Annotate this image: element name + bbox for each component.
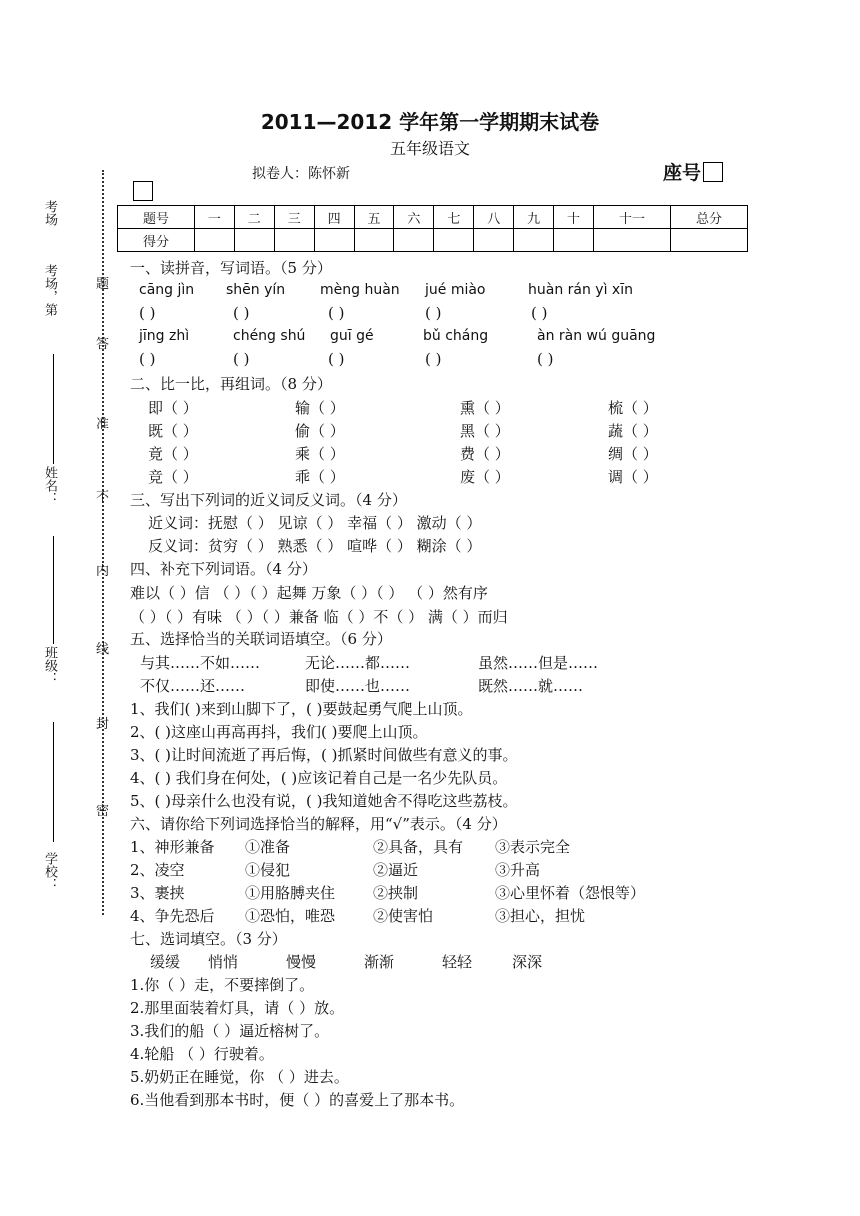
fill-sentence[interactable]: 5.奶奶正在睡觉，你 （ ）进去。 — [130, 1068, 349, 1086]
word-term: 2、凌空 — [130, 861, 185, 879]
seal-char: 准 — [96, 417, 110, 432]
score-cell[interactable] — [354, 229, 394, 252]
score-cell[interactable] — [514, 229, 554, 252]
seat-label: 座号 — [663, 162, 702, 184]
conjunction-option: 即使……也…… — [305, 677, 411, 695]
side-kaochang-no: 考场，第 — [42, 264, 57, 316]
score-header-cell: 二 — [234, 206, 274, 229]
meaning-option[interactable]: ①用胳膊夹住 — [245, 884, 336, 902]
answer-bracket[interactable]: ( ) — [233, 304, 250, 322]
school-blank-line — [53, 722, 54, 842]
answer-bracket[interactable]: ( ) — [425, 350, 442, 368]
meaning-option[interactable]: ②具备，具有 — [373, 838, 464, 856]
pinyin: jué miào — [425, 282, 486, 298]
meaning-option[interactable]: ③升高 — [495, 861, 541, 879]
meaning-option[interactable]: ③担心，担忧 — [495, 907, 586, 925]
score-cell[interactable] — [594, 229, 671, 252]
fill-sentence[interactable]: 3.我们的船（ ）逼近榕树了。 — [130, 1022, 330, 1040]
word-choice: 渐渐 — [364, 953, 395, 971]
compare-item[interactable]: 调（ ） — [608, 468, 658, 486]
meaning-option[interactable]: ③心里怀着（怨恨等） — [495, 884, 646, 902]
meaning-option[interactable]: ①侵犯 — [245, 861, 291, 879]
s1-heading: 一、读拼音，写词语。（5 分） — [130, 259, 332, 277]
word-term: 4、争先恐后 — [130, 907, 215, 925]
score-cell[interactable] — [314, 229, 354, 252]
score-header-cell: 题号 — [118, 206, 195, 229]
class-blank-line — [53, 536, 54, 644]
s2-heading: 二、比一比，再组词。（8 分） — [130, 375, 332, 393]
pinyin: guī gé — [330, 328, 374, 344]
pinyin: jīng zhì — [139, 328, 190, 344]
pinyin: huàn rán yì xīn — [528, 282, 633, 298]
seal-char: 题 — [96, 277, 110, 292]
score-table — [117, 205, 748, 252]
seal-char: 不 — [96, 490, 110, 505]
meaning-option[interactable]: ②使害怕 — [373, 907, 434, 925]
seal-char: 答 — [96, 337, 110, 352]
seat-number — [663, 158, 723, 185]
conjunction-option: 无论……都…… — [305, 654, 411, 672]
answer-bracket[interactable]: ( ) — [233, 350, 250, 368]
fill-sentence[interactable]: 4、( ) 我们身在何处，( )应该记着自己是一名少先队员。 — [130, 769, 508, 787]
compare-item[interactable]: 既（ ） — [148, 422, 198, 440]
s3-heading: 三、写出下列词的近义词反义词。（4 分） — [130, 491, 407, 509]
conjunction-option: 既然……就…… — [478, 677, 584, 695]
score-cell[interactable] — [474, 229, 514, 252]
compare-item[interactable]: 绸（ ） — [608, 445, 658, 463]
score-header-cell: 一 — [194, 206, 234, 229]
corner-box[interactable] — [133, 181, 153, 201]
score-cell[interactable] — [434, 229, 474, 252]
pinyin: chéng shú — [233, 328, 306, 344]
word-choice: 慢慢 — [286, 953, 317, 971]
score-header-cell: 四 — [314, 206, 354, 229]
score-header-row — [118, 206, 748, 229]
compare-item[interactable]: 乘（ ） — [295, 445, 345, 463]
score-cell[interactable] — [670, 229, 747, 252]
compare-item[interactable]: 偷（ ） — [295, 422, 345, 440]
word-term: 3、裹挟 — [130, 884, 185, 902]
answer-bracket[interactable]: ( ) — [328, 304, 345, 322]
side-name: 姓名： — [42, 466, 57, 505]
compare-item[interactable]: 蔬（ ） — [608, 422, 658, 440]
fill-sentence[interactable]: 1.你（ ）走，不要摔倒了。 — [130, 976, 315, 994]
pinyin: mèng huàn — [320, 282, 400, 298]
word-choice: 轻轻 — [442, 953, 473, 971]
idiom-line[interactable]: （ ）（ ）有味 （ ）（ ）兼备 临（ ）不（ ） 满（ ）而归 — [130, 608, 508, 626]
seal-char: 线 — [96, 642, 110, 657]
fill-sentence[interactable]: 6.当他看到那本书时，便（ ）的喜爱上了那本书。 — [130, 1091, 465, 1109]
score-cell[interactable] — [394, 229, 434, 252]
pinyin: cāng jìn — [139, 282, 195, 298]
pinyin: àn ràn wú guāng — [537, 328, 656, 344]
meaning-option[interactable]: ②挟制 — [373, 884, 419, 902]
score-header-cell: 七 — [434, 206, 474, 229]
compare-item[interactable]: 乖（ ） — [295, 468, 345, 486]
fill-sentence[interactable]: 3、( )让时间流逝了再后悔，( )抓紧时间做些有意义的事。 — [130, 746, 518, 764]
score-header-cell: 十一 — [594, 206, 671, 229]
meaning-option[interactable]: ①恐怕，唯恐 — [245, 907, 336, 925]
conjunction-option: 与其……不如…… — [140, 654, 261, 672]
compare-item[interactable]: 竞（ ） — [148, 468, 198, 486]
score-header-cell: 五 — [354, 206, 394, 229]
compare-item[interactable]: 输（ ） — [295, 399, 345, 417]
s6-heading: 六、请你给下列词选择恰当的解释，用“√”表示。（4 分） — [130, 815, 507, 833]
score-header-cell: 十 — [554, 206, 594, 229]
idiom-line[interactable]: 难以（ ）信 （ ）（ ）起舞 万象（ ）（ ） （ ）然有序 — [130, 584, 488, 602]
compare-item[interactable]: 黑（ ） — [460, 422, 510, 440]
antonym-line[interactable]: 反义词：贫穷（ ） 熟悉（ ） 喧哗（ ） 糊涂（ ） — [148, 537, 482, 555]
synonym-line[interactable]: 近义词：抚慰（ ） 见谅（ ） 幸福（ ） 激动（ ） — [148, 514, 482, 532]
answer-bracket[interactable]: ( ) — [537, 350, 554, 368]
word-term: 1、神形兼备 — [130, 838, 215, 856]
meaning-option[interactable]: ①准备 — [245, 838, 291, 856]
score-cell[interactable] — [554, 229, 594, 252]
seal-char: 内 — [96, 564, 110, 579]
conjunction-option: 不仅……还…… — [140, 677, 246, 695]
side-kaochang: 考场 — [42, 200, 57, 226]
s4-heading: 四、补充下列词语。（4 分） — [130, 560, 317, 578]
meaning-option[interactable]: ②逼近 — [373, 861, 419, 879]
seal-char: 封 — [96, 717, 110, 732]
answer-bracket[interactable]: ( ) — [139, 304, 156, 322]
score-header-cell: 三 — [274, 206, 314, 229]
word-choice: 深深 — [512, 953, 543, 971]
answer-bracket[interactable]: ( ) — [425, 304, 442, 322]
author-line: 拟卷人：陈怀新 — [252, 166, 350, 182]
meaning-option[interactable]: ③表示完全 — [495, 838, 571, 856]
s5-heading: 五、选择恰当的关联词语填空。（6 分） — [130, 630, 392, 648]
score-value-row — [118, 229, 748, 252]
score-header-cell: 总分 — [670, 206, 747, 229]
score-header-cell: 九 — [514, 206, 554, 229]
compare-item[interactable]: 费（ ） — [460, 445, 510, 463]
fill-sentence[interactable]: 2、( )这座山再高再抖，我们( )要爬上山顶。 — [130, 723, 428, 741]
seal-char: 密 — [96, 804, 110, 819]
score-header-cell: 八 — [474, 206, 514, 229]
word-choice: 悄悄 — [208, 953, 239, 971]
compare-item[interactable]: 即（ ） — [148, 399, 198, 417]
exam-subtitle: 五年级语文 — [389, 139, 470, 158]
compare-item[interactable]: 废（ ） — [460, 468, 510, 486]
compare-item[interactable]: 竟（ ） — [148, 445, 198, 463]
score-cell[interactable] — [234, 229, 274, 252]
answer-bracket[interactable]: ( ) — [328, 350, 345, 368]
s7-heading: 七、选词填空。（3 分） — [130, 930, 287, 948]
fill-sentence[interactable]: 5、( )母亲什么也没有说，( )我知道她舍不得吃这些荔枝。 — [130, 792, 518, 810]
side-class: 班级： — [42, 646, 57, 685]
conjunction-option: 虽然……但是…… — [478, 654, 599, 672]
score-label-cell: 得分 — [118, 229, 195, 252]
exam-title: 2011—2012 学年第一学期期末试卷 — [260, 110, 600, 134]
score-cell[interactable] — [274, 229, 314, 252]
score-header-cell: 六 — [394, 206, 434, 229]
pinyin: bǔ cháng — [423, 328, 489, 344]
name-blank-line — [53, 354, 54, 464]
compare-item[interactable]: 梳（ ） — [608, 399, 658, 417]
answer-bracket[interactable]: ( ) — [531, 304, 548, 322]
seat-box[interactable] — [703, 162, 723, 182]
fill-sentence[interactable]: 1、我们( )来到山脚下了，( )要鼓起勇气爬上山顶。 — [130, 700, 473, 718]
word-choice: 缓缓 — [150, 953, 181, 971]
fill-sentence[interactable]: 2.那里面装着灯具，请（ ）放。 — [130, 999, 345, 1017]
score-cell[interactable] — [194, 229, 234, 252]
fill-sentence[interactable]: 4.轮船 （ ）行驶着。 — [130, 1045, 274, 1063]
pinyin: shēn yín — [226, 282, 286, 298]
side-school: 学校： — [42, 852, 57, 891]
answer-bracket[interactable]: ( ) — [139, 350, 156, 368]
compare-item[interactable]: 熏（ ） — [460, 399, 510, 417]
